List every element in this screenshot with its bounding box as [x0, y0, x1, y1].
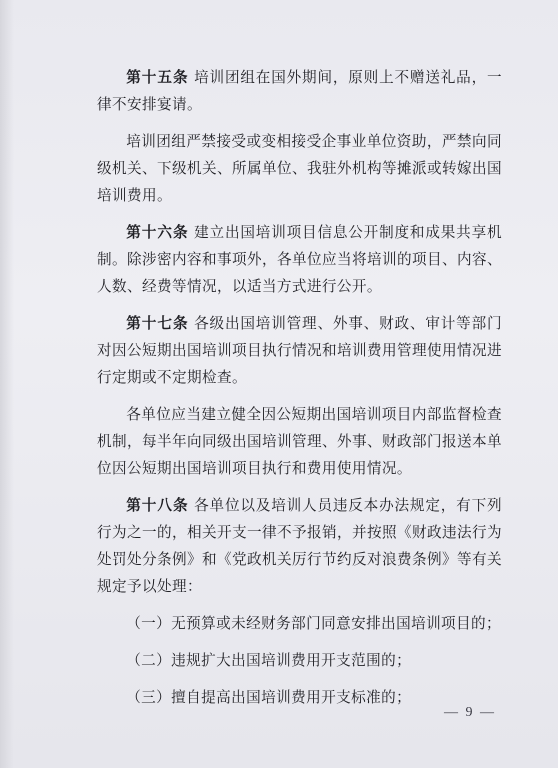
- list-item-1: [97, 610, 502, 637]
- list-item-2: [97, 647, 502, 674]
- article-16-heading: 第十六条: [126, 224, 189, 241]
- article-17-text: 各级出国培训管理、外事、财政、审计等部门对因公短期出国培训项目执行情况和培训费用管理使用情况进行定期或不定期检查。: [97, 315, 502, 386]
- article-16-text: 建立出国培训项目信息公开制度和成果共享机制。除涉密内容和事项外，各单位应当将培训的项目、内容、人数、经费等情况，以适当方式进行公开。: [97, 224, 502, 295]
- article-15-cont-text: 培训团组严禁接受或变相接受企事业单位资助，严禁向同级机关、下级机关、所属单位、我驻外机构等摊派或转嫁出国培训费用。: [97, 133, 502, 204]
- article-15-heading: 第十五条: [126, 69, 189, 86]
- article-17-cont-text: 各单位应当建立健全因公短期出国培训项目内部监督检查机制，每半年向同级出国培训管理、外事、财政部门报送本单位因公短期出国培训项目执行和费用使用情况。: [97, 406, 502, 477]
- paragraph-article-15-cont: [97, 128, 502, 209]
- paragraph-article-15: [97, 64, 502, 118]
- list-item-3: [97, 684, 502, 711]
- article-15-text: 培训团组在国外期间，原则上不赠送礼品，一律不安排宴请。: [97, 69, 502, 113]
- list-item-2-text: （二）违规扩大出国培训费用开支范围的；: [126, 652, 412, 669]
- list-item-3-text: （三）擅自提高出国培训费用开支标准的；: [126, 689, 412, 706]
- article-17-heading: 第十七条: [126, 315, 189, 332]
- paragraph-article-17-cont: [97, 401, 502, 482]
- paragraph-article-17: [97, 310, 502, 391]
- article-18-text: 各单位以及培训人员违反本办法规定，有下列行为之一的，相关开支一律不予报销，并按照《财政违法行为处罚处分条例》和《党政机关厉行节约反对浪费条例》等有关规定予以处理：: [97, 497, 502, 595]
- article-18-heading: 第十八条: [126, 497, 189, 514]
- document-body: [97, 64, 502, 721]
- page-number: — 9 —: [444, 705, 496, 720]
- list-item-1-text: （一）无预算或未经财务部门同意安排出国培训项目的；: [126, 615, 502, 632]
- paragraph-article-16: [97, 219, 502, 300]
- paragraph-article-18: [97, 492, 502, 600]
